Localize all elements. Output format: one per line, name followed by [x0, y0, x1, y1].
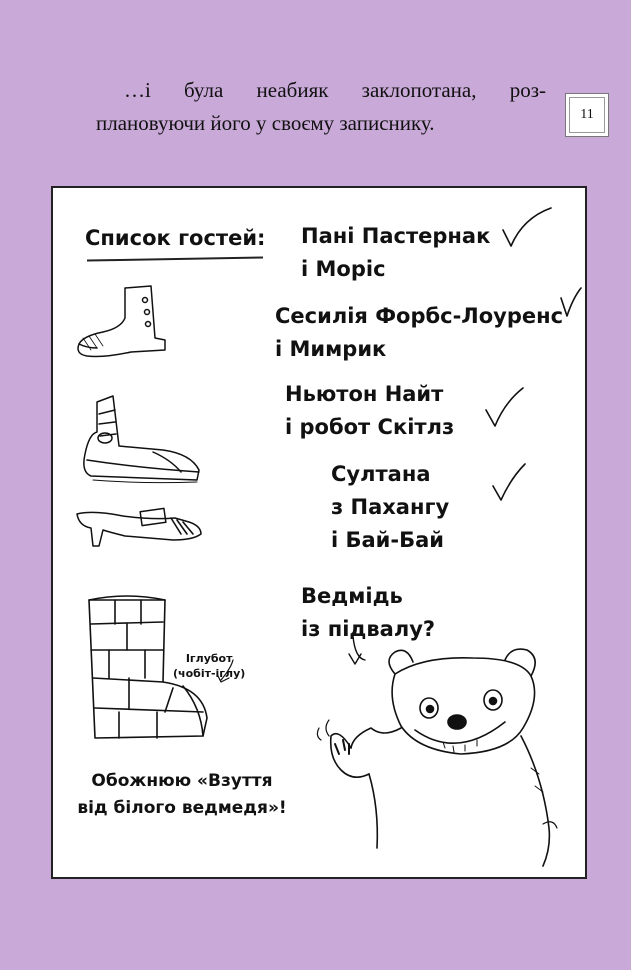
guest-1-line-2: і Моріс: [301, 257, 386, 281]
intro-line-2: плановуючи його у своєму записнику.: [96, 111, 435, 135]
love-note-line-2: від білого ведмедя»!: [77, 798, 287, 818]
guest-list-card: [51, 186, 587, 879]
guest-4-line-2: з Пахангу: [331, 495, 450, 519]
bear-question-line-1: Ведмідь: [301, 584, 403, 608]
iglu-label-line-2: (чобіт-іглу): [173, 667, 246, 680]
intro-text: [96, 74, 546, 140]
guest-1-line-1: Пані Пастернак: [301, 224, 491, 248]
bear-question-line-2: із підвалу?: [301, 617, 436, 641]
guest-list-title: Список гостей:: [85, 226, 266, 250]
page-number: 11: [565, 93, 609, 137]
guest-2-line-1: Сесилія Форбс-Лоуренс: [275, 304, 564, 328]
guest-3-line-2: і робот Скітлз: [285, 415, 455, 439]
guest-2-line-2: і Мимрик: [275, 337, 387, 361]
love-note-line-1: Обожнюю «Взуття: [91, 771, 273, 791]
guest-4-line-3: і Бай-Бай: [331, 528, 445, 552]
guest-4-line-1: Султана: [331, 462, 431, 486]
bear-icon: [53, 188, 589, 881]
guest-3-line-1: Ньютон Найт: [285, 382, 444, 406]
iglu-label-line-1: Іглубот: [185, 652, 233, 665]
intro-line-1: …і була неабияк заклопотана, роз-: [124, 78, 546, 102]
